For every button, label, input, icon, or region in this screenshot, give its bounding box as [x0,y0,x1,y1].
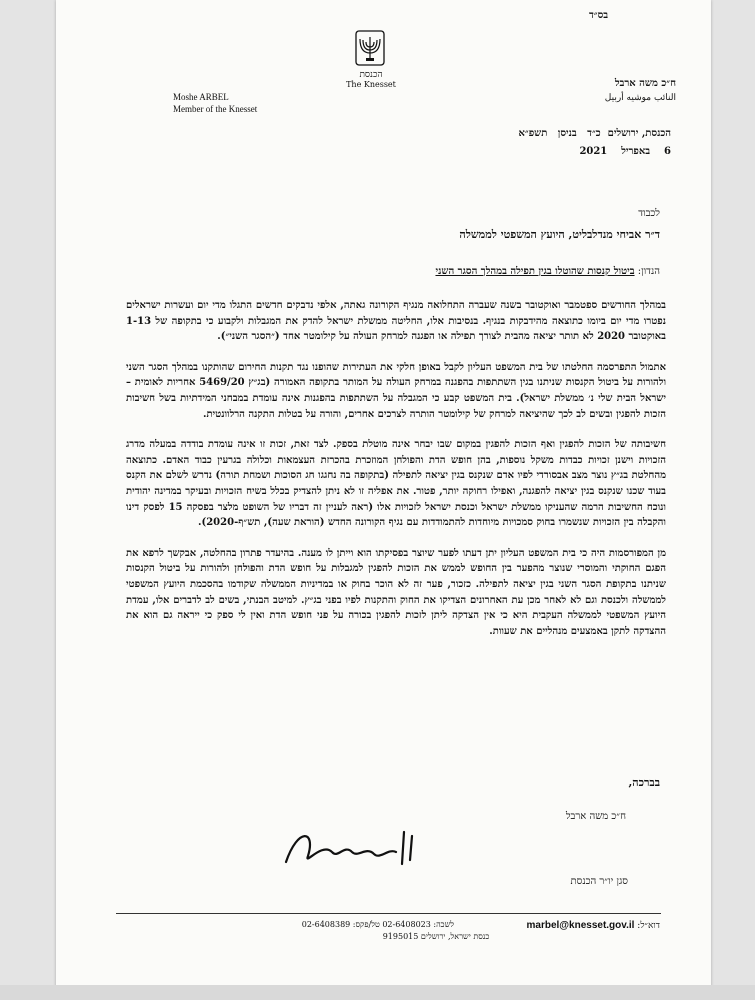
knesset-menorah-emblem-icon [355,30,385,66]
sender-name-en [173,91,257,115]
salutation: לכבוד [638,208,660,219]
footer-phone: לשכה: 02-6408023 טל/פקס: 02-6408389 [301,920,454,929]
sender-name-ar: النائب موشيه أربيل [604,93,676,103]
signatory-name: ח״כ משה ארבל [565,811,626,822]
signatory-title: סגן יו״ר הכנסת [570,876,628,887]
footer-divider [116,913,661,914]
sender-title-en: Member of the Knesset [173,104,258,114]
subject-text: ביטול קנסות שהוטלו בגין תפילה במהלך הסגר השני [435,266,635,277]
body-paragraph: חשיבותה של הזכות להפגין ואף הזכות להפגין במקום שבו יבחר אינה מוטלת בספק. לצד זאת, זכות זו אינה עומדת בודדה במעלה מדרג הזכויות וישנן זכויות כבדות משקל נוספות, בהן חופש הדת והפולחן המוזכרת בהכרזת העצמאות וכלולה בגרעין כבוד האדם. כתוצאה מהחלטת בג״ץ נוצר מצב אבסורדי לפיו אדם שנקנס בגין יציאה לתפילה (בתקופה בה נחגגו חג הסוכות ושמחת תורה) נדרש לשלם את הקנס בעוד שכנו שנקנס בגין יציאה להפגנה, ואפילו רחוקה יותר, פטור. את אפליה זו לא ניתן להצדיק בכלל בשיח הזכויות ובעיקר במדינה יהודית ונוכח החשיבות הרמה שהעניקו ממשלת ישראל וכנסת ישראל לזכויות אלו (ראה לעניין זה דבריו של השופט מלצר בפסקה 15 לפסק דינו והקבלה בין הזכויות שנשמרו בחוק סמכויות מיוחדות להתמודדות עם נגיף הקורונה החדש (הוראת שעה), תש״ף-2020). [126,439,666,529]
footer-address: כנסת ישראל, ירושלים 9195015 [382,932,490,941]
body-paragraph: אתמול התפרסמה החלטתו של בית המשפט העליון לקבל באופן חלקי את העתירות שהופנו נגד תקנות החירום שהותקנו במהלך הסגר השני ולהורות על ביטול הקנסות שניתנו בגין השתתפות בהפגנה במרחק העולה על המותר בתקופה האמורה (בג״ץ 5469/20 אחריות לאומית – ישראל הבית שלי נ׳ ממשלת ישראל). בית המשפט קבע כי המגבלה על השתתפות בהפגנות אינה עומדת במבחני המידתיות בשל חשיבות הזכות להפגין ובשים לב לכך שהיציאה למרחק של קילומטר הותרה לצרכים אחרים, והורה על בטלות התקנה הרלוונטית. [126,361,666,420]
recipient-name: ד״ר אביחי מנדלבליט, היועץ המשפטי לממשלה [459,228,660,241]
subject-line [216,266,660,277]
closing-greeting: בברכה, [628,776,660,789]
letter-body [126,298,666,654]
date-gregorian: 6 באפריל 2021 [579,146,671,157]
body-paragraph: מן המפורסמות היה כי בית המשפט העליון יתן דעתו לפער שיוצר בפסיקתו הוא וייתן לו מענה. בהיעדר פתרון בהחלטה, אבקשך לרפא את הפגם החוקתי והמוסרי שנוצר מהפער בין החופש לממש את הזכות להפגין למגבלות על חופש הדת והפולחן ולהורות על ביטול הקנסות שניתנו בתקופת הסגר השני בגין יציאה לתפילה. כזכור, פער זה לא הוכר בחוק או במדיניות הממשלה שקודמו בהסכמת היועץ המשפטי לממשלה ולכנסת וגם לא לאחר מכן עת האחרונים הצדיקו את החוק והתקנות לפיו בפני בג״ץ. למיטב הבנתי, בשים לב לדברים אלו, עמדת היועץ המשפטי לממשלה העקבית היא כי אין הצדקה ליתן לזכות להפגין בכורה על פני חופש הדת ואין לי ספק כי ייראה גם הוא את ההצדקה לתקן באמצעים מנהליים את שעוות. [126,547,666,637]
viewer-bottom-bar [0,985,755,1000]
date-hebrew: הכנסת, ירושלים כ״ד בניסן תשפ״א [518,128,671,139]
knesset-label-en: The Knesset [346,80,396,89]
sender-name-en-line: Moshe ARBEL [173,92,229,102]
knesset-label-he: הכנסת [359,70,383,80]
subject-label: הנדון: [634,266,660,277]
footer-email [456,920,660,931]
body-paragraph: במהלך החודשים ספטמבר ואוקטובר בשנה שעברה התחלואה מנגיף הקורונה גאתה, אלפי נדבקים חדשים התגלו מדי יום ועשרות ישראלים נפטרו מדי יום ביומו כתוצאה מהידבקות בנגיף. בנסיבות אלו, החליטה ממשלת ישראל להדק את המגבלות ולקבוע כי בתקופה של 1-13 באוקטובר 2020 לא תותר יציאה מהבית לצורך תפילה או הפגנה למרחק העולה על קילומטר אחד (״הסגר השני״). [126,300,666,343]
email-link[interactable]: marbel@knesset.gov.il [526,920,635,931]
bsd-mark: בס״ד [589,10,609,21]
sender-name-he-block [526,77,676,105]
handwritten-signature [278,822,428,872]
letter-page [56,0,711,1000]
sender-name-he: ח״כ משה ארבל [614,78,676,89]
footer-email-label: דוא״ל: [634,921,660,931]
